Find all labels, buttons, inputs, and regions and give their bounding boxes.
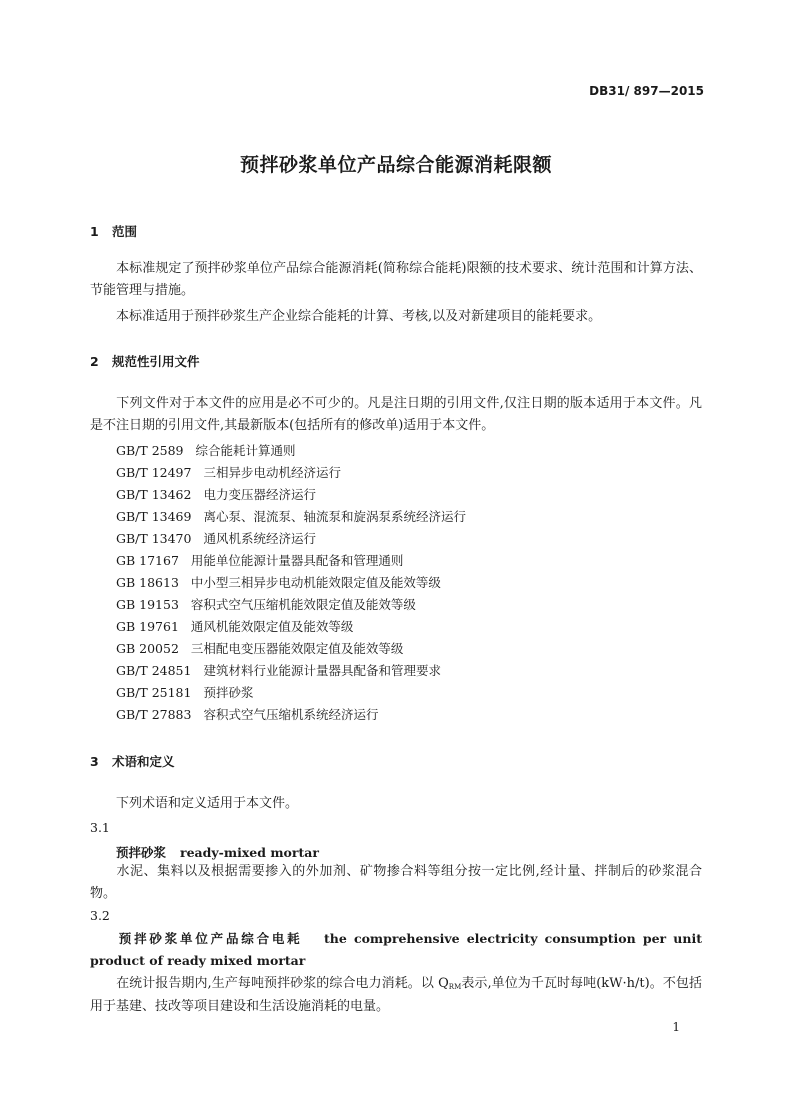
paragraph-text: 表示,单位为千瓦时每吨(kW·h/t)。不包括用于基建、技改等项目建设和生活设施消耗的电量。 [90, 976, 702, 1014]
reference-item [116, 551, 403, 569]
reference-item [116, 485, 316, 503]
paragraph-text: 在统计报告期内,生产每吨预拌砂浆的综合电力消耗。以 Q [116, 976, 449, 991]
paragraph-text: 水泥、集料以及根据需要掺入的外加剂、矿物掺合料等组分按一定比例,经计量、拌制后的砂浆混合物。 [90, 864, 702, 901]
reference-item [116, 463, 341, 481]
term-number: 3.2 [90, 908, 110, 923]
reference-item [116, 573, 441, 591]
section-2-intro [90, 393, 702, 437]
section-1-heading [90, 222, 137, 240]
term-english: ready-mixed mortar [180, 845, 319, 860]
term-english: the comprehensive electricity consumption per unit product of ready mixed mortar [90, 931, 703, 968]
reference-name: 综合能耗计算通则 [195, 443, 296, 458]
reference-code: GB/T 24851 [116, 663, 192, 678]
reference-name: 通风机系统经济运行 [203, 531, 316, 546]
section-number: 2 [90, 354, 99, 369]
reference-name: 三相配电变压器能效限定值及能效等级 [190, 641, 404, 656]
reference-name: 预拌砂浆 [203, 685, 254, 700]
paragraph-text: 下列文件对于本文件的应用是必不可少的。凡是注日期的引用文件,仅注日期的版本适用于本文件。凡是不注日期的引用文件,其最新版本(包括所有的修改单)适用于本文件。 [90, 396, 702, 433]
term-definition [90, 861, 702, 905]
document-number: DB31/ 897—2015 [589, 84, 704, 98]
reference-item [116, 639, 403, 657]
section-number: 1 [90, 224, 99, 239]
reference-code: GB 18613 [116, 575, 179, 590]
reference-item [116, 661, 441, 679]
reference-code: GB/T 12497 [116, 465, 192, 480]
reference-code: GB/T 13462 [116, 487, 192, 502]
reference-name: 通风机能效限定值及能效等级 [190, 619, 354, 634]
section-2-heading [90, 352, 200, 370]
term-chinese: 预拌砂浆 [116, 845, 167, 860]
reference-name: 中小型三相异步电动机能效限定值及能效等级 [190, 575, 441, 590]
reference-code: GB 20052 [116, 641, 179, 656]
reference-code: GB/T 25181 [116, 685, 192, 700]
reference-item [116, 441, 296, 459]
page-title: 预拌砂浆单位产品综合能源消耗限额 [239, 154, 552, 176]
term-heading [116, 843, 319, 861]
term-heading [90, 928, 702, 972]
paragraph-text: 本标准规定了预拌砂浆单位产品综合能源消耗(简称综合能耗)限额的技术要求、统计范围和计算方法、节能管理与措施。 [90, 261, 702, 298]
term-definition [90, 973, 702, 1018]
section-3-heading [90, 752, 175, 770]
reference-code: GB 19153 [116, 597, 179, 612]
reference-name: 用能单位能源计量器具配备和管理通则 [190, 553, 404, 568]
reference-item [116, 683, 253, 701]
reference-code: GB/T 27883 [116, 707, 192, 722]
reference-code: GB/T 13470 [116, 531, 192, 546]
reference-name: 建筑材料行业能源计量器具配备和管理要求 [203, 663, 441, 678]
reference-item [116, 595, 416, 613]
page-number: 1 [672, 1020, 680, 1034]
section-3-intro [90, 793, 702, 815]
subscript: RM [448, 983, 462, 991]
reference-item [116, 507, 466, 525]
reference-code: GB/T 13469 [116, 509, 192, 524]
reference-name: 离心泵、混流泵、轴流泵和旋涡泵系统经济运行 [203, 509, 466, 524]
section-title: 规范性引用文件 [112, 354, 200, 369]
term-number: 3.1 [90, 820, 110, 835]
section-number: 3 [90, 754, 99, 769]
reference-name: 容积式空气压缩机能效限定值及能效等级 [190, 597, 416, 612]
section-1-paragraph-1 [90, 258, 702, 302]
paragraph-text: 下列术语和定义适用于本文件。 [116, 796, 299, 811]
reference-code: GB 19761 [116, 619, 179, 634]
reference-code: GB/T 2589 [116, 443, 184, 458]
reference-code: GB 17167 [116, 553, 179, 568]
reference-item [116, 529, 316, 547]
reference-item [116, 617, 353, 635]
term-chinese: 预拌砂浆单位产品综合电耗 [116, 931, 303, 946]
reference-name: 电力变压器经济运行 [203, 487, 316, 502]
section-title: 术语和定义 [112, 754, 175, 769]
reference-name: 三相异步电动机经济运行 [203, 465, 341, 480]
reference-item [116, 705, 378, 723]
paragraph-text: 本标准适用于预拌砂浆生产企业综合能耗的计算、考核,以及对新建项目的能耗要求。 [116, 309, 602, 324]
section-title: 范围 [112, 224, 138, 239]
section-1-paragraph-2 [90, 306, 702, 328]
reference-name: 容积式空气压缩机系统经济运行 [203, 707, 379, 722]
